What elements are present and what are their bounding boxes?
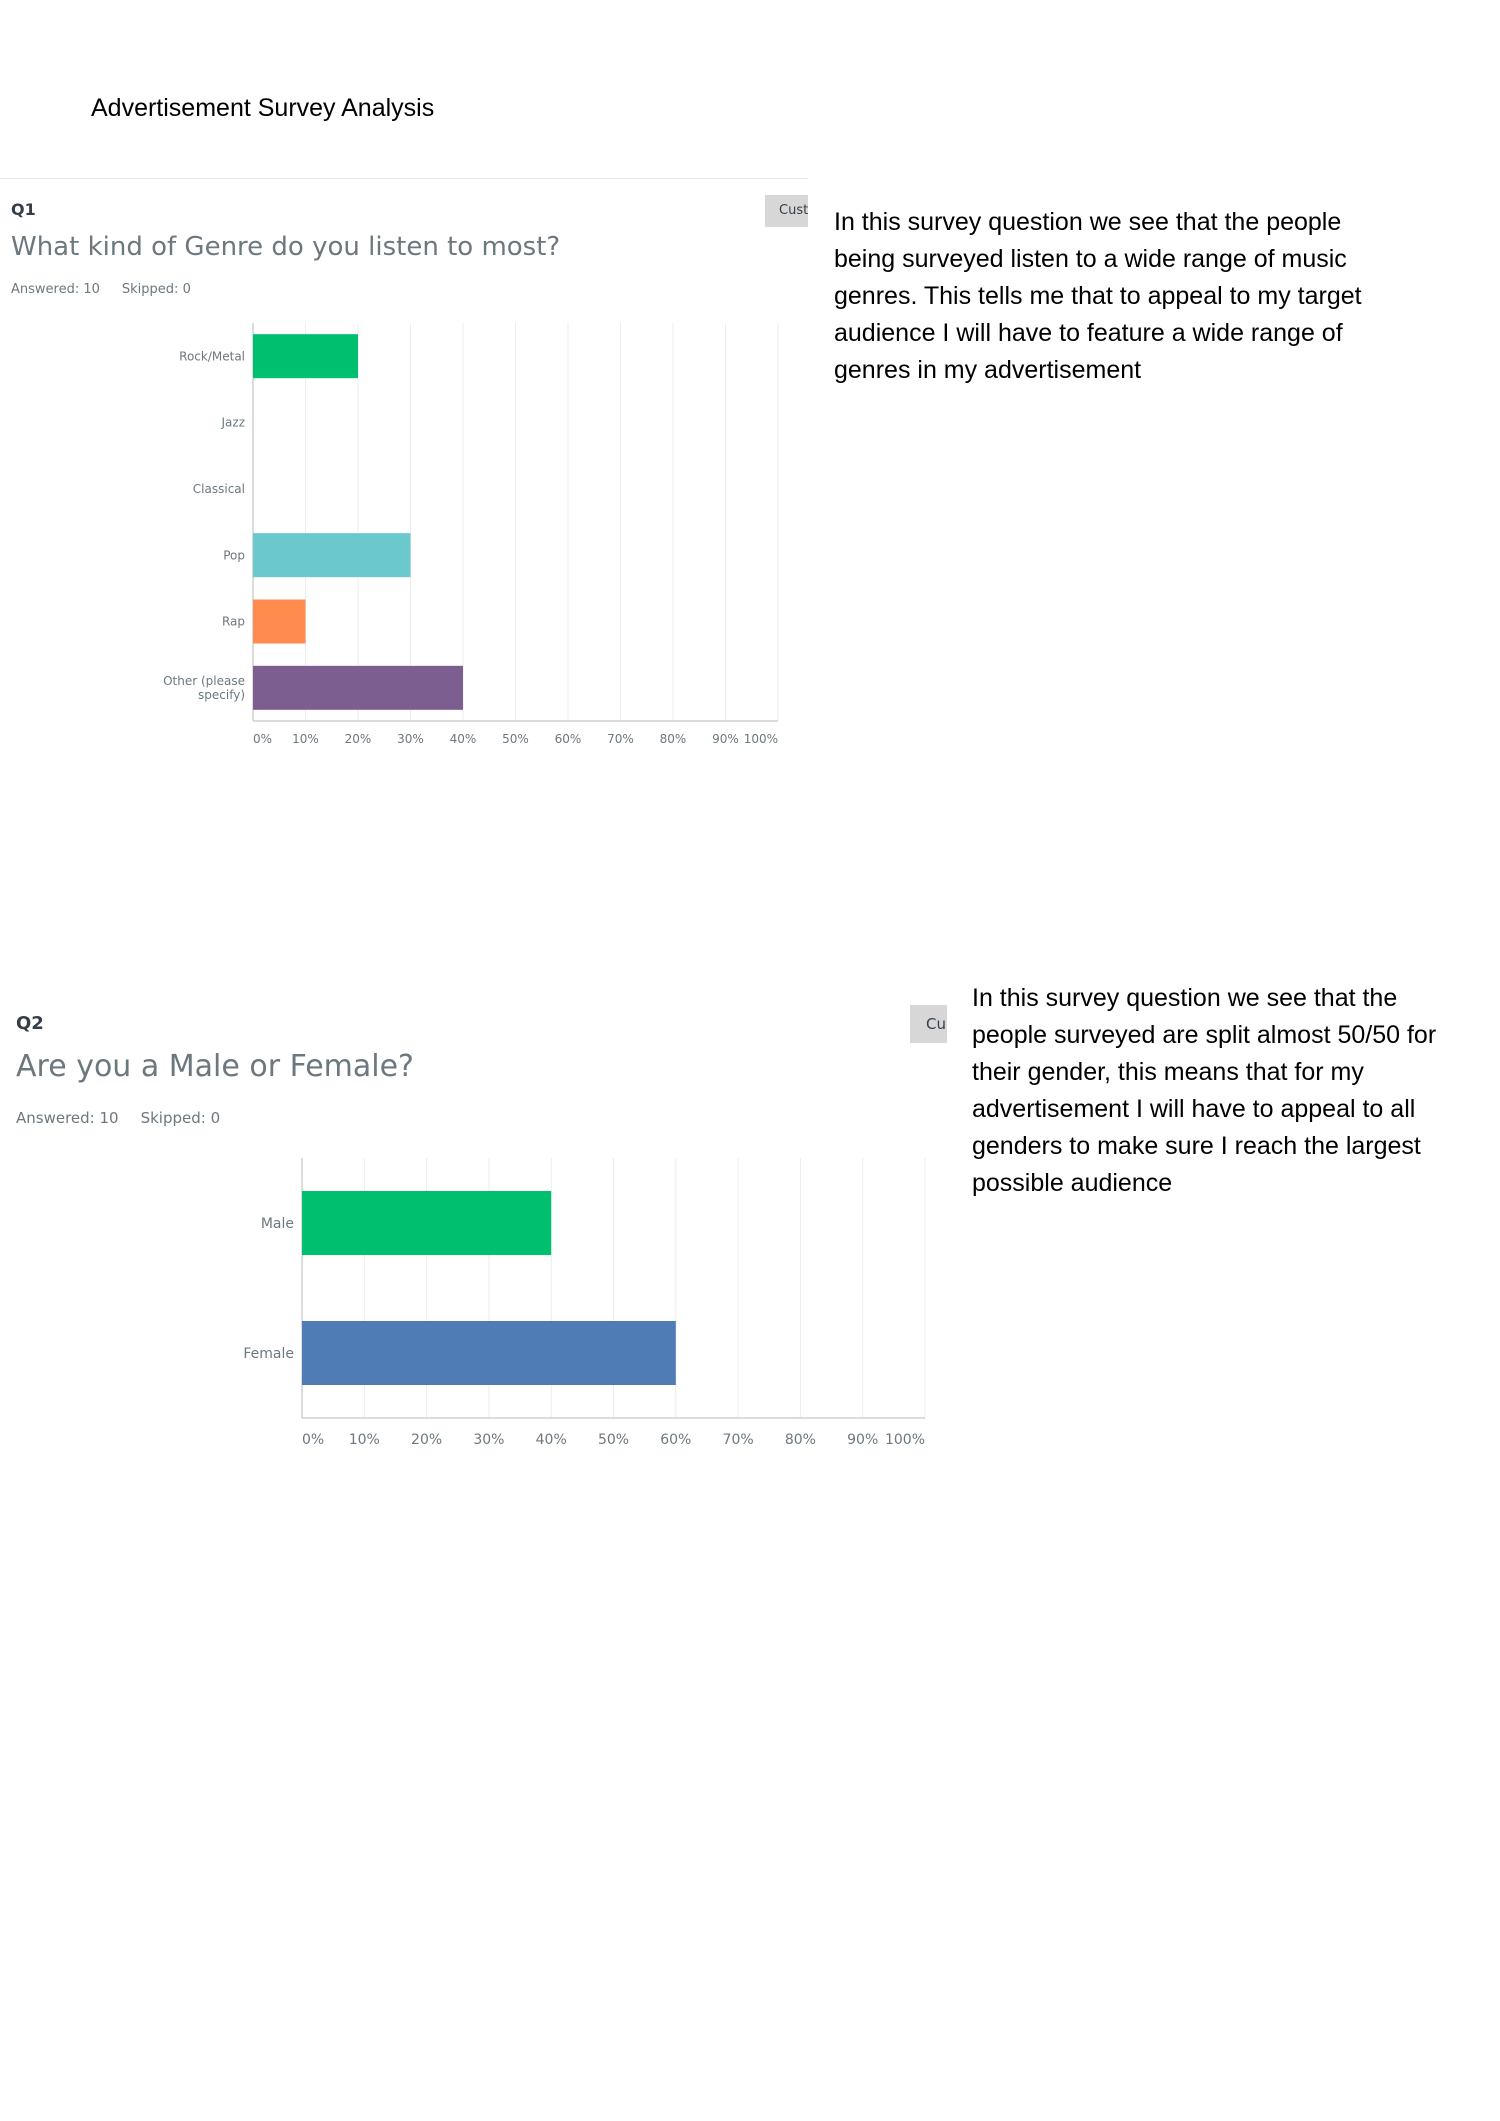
skipped-count: Skipped: 0 [121,282,191,297]
tick-label: 50% [502,732,529,746]
response-stats [11,282,191,297]
category-label: Jazz [221,415,245,430]
question-title: Are you a Male or Female? [16,1049,414,1084]
question-number: Q1 [11,200,36,219]
tick-label: 90% [847,1432,879,1448]
tick-label: 60% [660,1432,692,1448]
tick-label: 30% [473,1432,505,1448]
category-label: Other (please specify) [163,674,245,702]
tick-label: 0% [253,732,273,746]
bar [253,600,306,644]
category-label: Rock/Metal [179,349,245,364]
document-title: Advertisement Survey Analysis [91,94,435,122]
tick-label: 0% [302,1432,325,1448]
analysis-text: In this survey question we see that the people being surveyed listen to a wide range of music genres. This tells me that to appeal to my target audience I will have to feature a wide range of genres in my advertisement [834,208,1362,384]
tick-label: 40% [449,732,477,746]
tick-label: 30% [397,732,424,746]
category-label: Female [243,1345,294,1362]
bar [253,666,463,710]
analysis-text: In this survey question we see that the people surveyed are split almost 50/50 for their gender, this means that for my advertisement I will have to appeal to all genders to make sure I reach the largest possible audience [972,984,1437,1197]
category-label: Male [260,1215,294,1232]
tick-label: 70% [722,1432,754,1448]
bar [302,1191,551,1255]
answered-count: Answered: 10 [11,282,100,297]
answered-count: Answered: 10 [16,1109,119,1127]
tick-label: 90% [712,732,739,746]
tick-label: 40% [535,1432,567,1448]
bar [302,1321,676,1385]
tick-label: 100% [743,732,778,746]
tick-label: 20% [344,732,372,746]
question-title: What kind of Genre do you listen to most? [11,232,561,262]
customize-button[interactable]: Cust [765,195,808,227]
tick-label: 10% [292,732,319,746]
gender-bar-chart [0,1150,960,1470]
bar [253,334,358,378]
tick-label: 80% [659,732,687,746]
skipped-count: Skipped: 0 [140,1109,221,1127]
customize-button[interactable]: Cu [910,1005,947,1043]
tick-label: 60% [554,732,582,746]
tick-label: 100% [884,1432,925,1448]
tick-label: 10% [348,1432,380,1448]
divider [0,178,808,179]
tick-label: 20% [411,1432,443,1448]
question-number: Q2 [16,1013,44,1034]
category-label: Rap [221,614,245,629]
tick-label: 50% [597,1432,630,1448]
tick-label: 80% [784,1432,816,1448]
tick-label: 70% [607,732,634,746]
response-stats [16,1109,220,1127]
category-label: Classical [192,482,245,497]
category-label: Pop [223,548,245,563]
genre-bar-chart [0,315,800,755]
bar [253,533,411,577]
